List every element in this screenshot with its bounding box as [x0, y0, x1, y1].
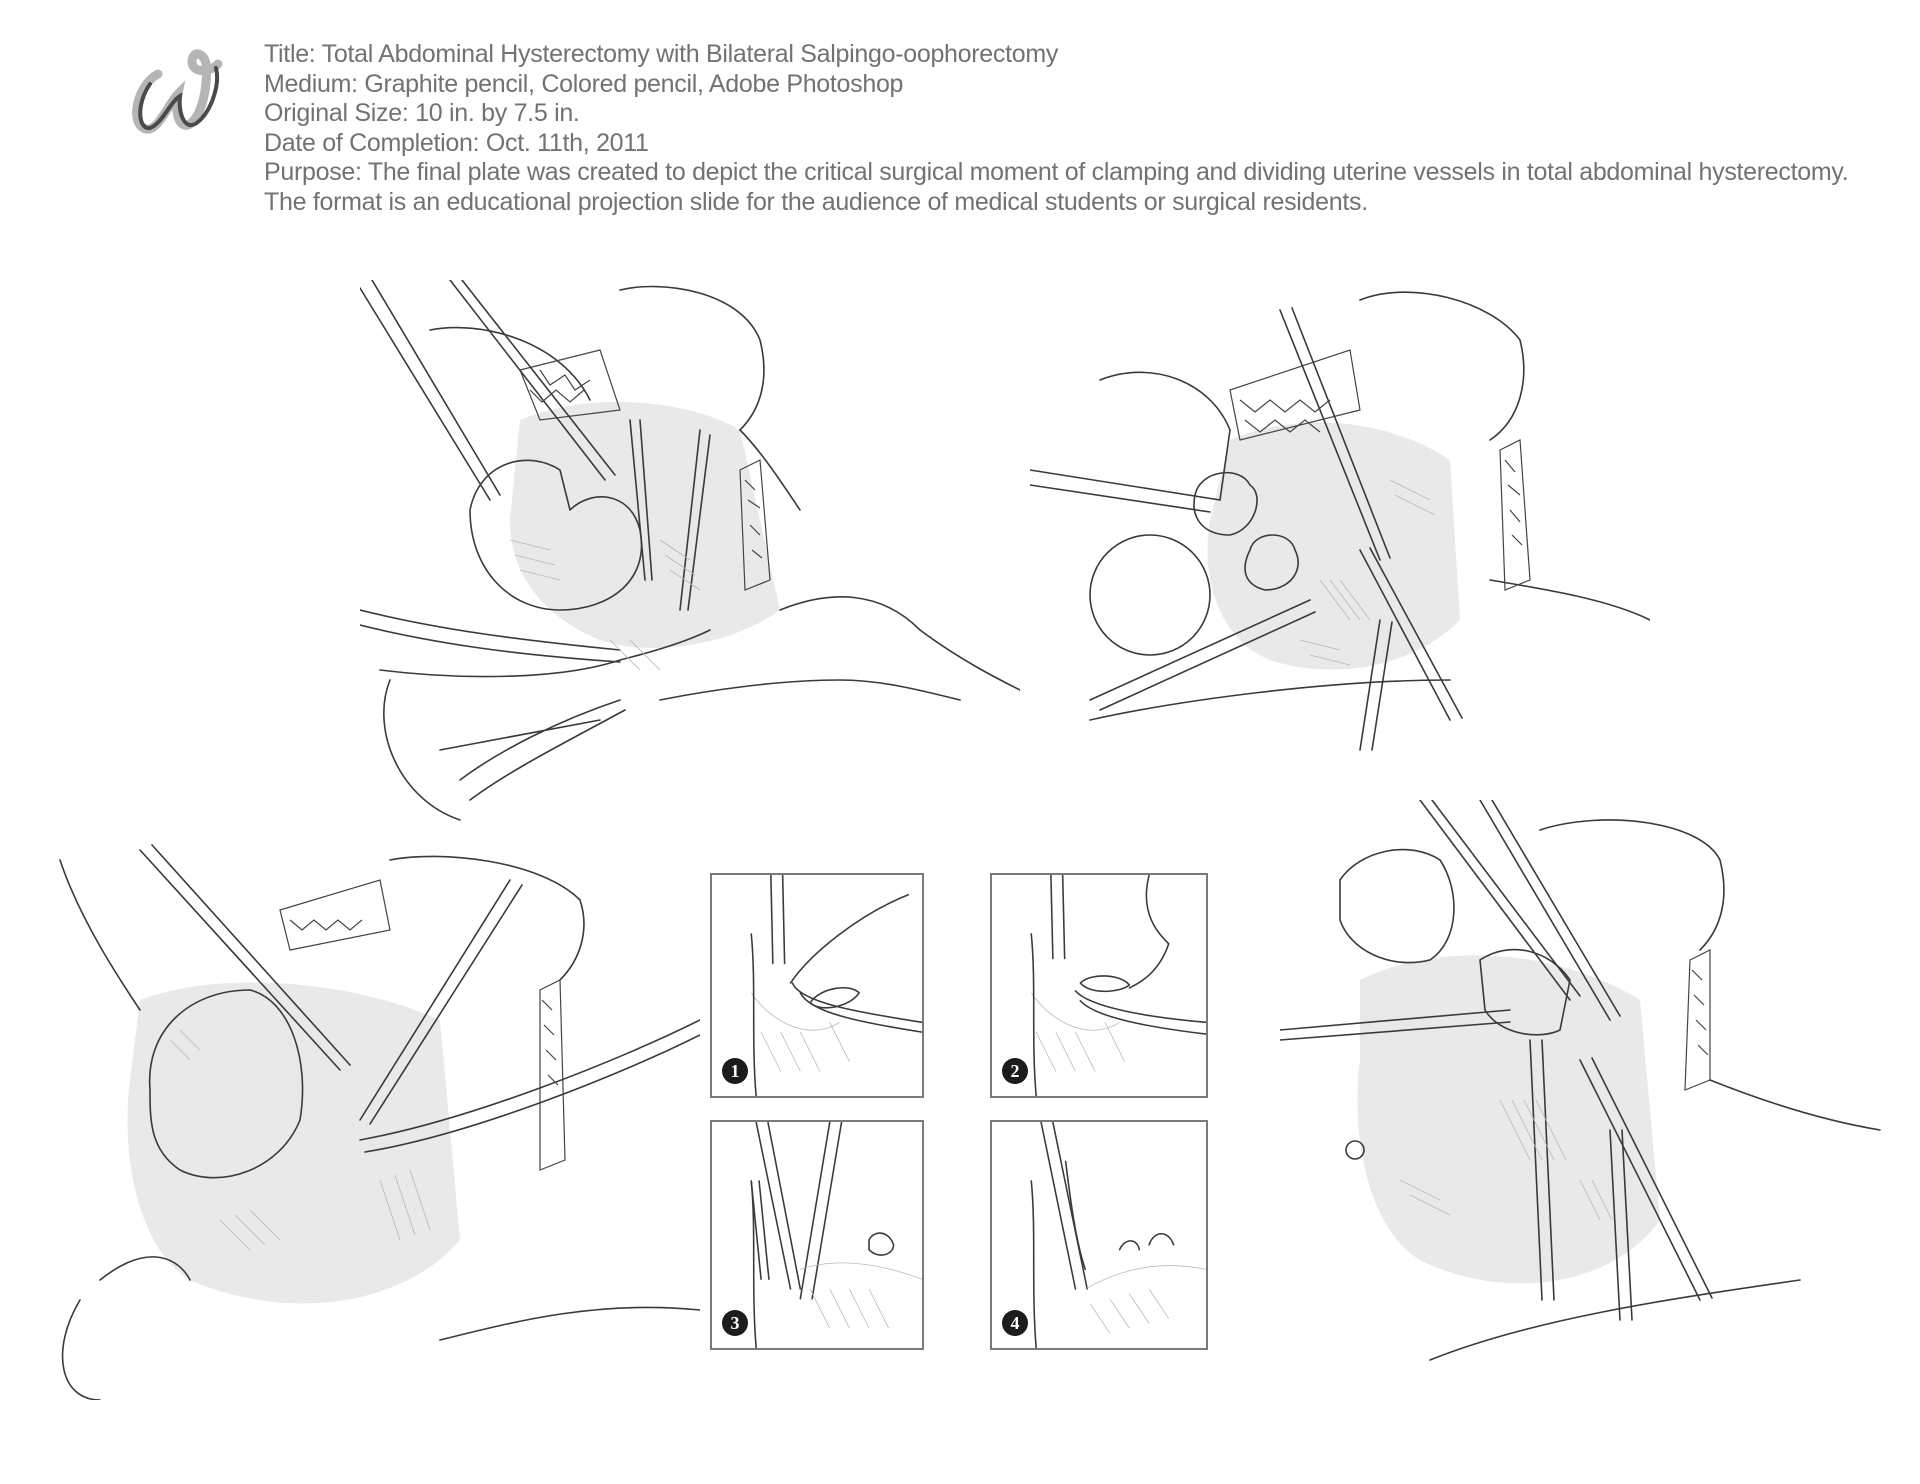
step-inset-3 [710, 1120, 924, 1350]
illustration-bottom-right [1280, 800, 1900, 1440]
illustration-top-right [1030, 280, 1650, 840]
step-number-badge: 1 [722, 1058, 748, 1084]
artwork-original-size: Original Size: 10 in. by 7.5 in. [264, 99, 580, 127]
illustration-top-left [360, 280, 1020, 840]
artwork-title: Title: Total Abdominal Hysterectomy with Bilateral Salpingo-oophorectomy [264, 40, 1059, 68]
step-number-badge: 2 [1002, 1058, 1028, 1084]
step-number-badge: 3 [722, 1310, 748, 1336]
ribbon-monogram-logo [128, 44, 238, 134]
step-inset-4 [990, 1120, 1208, 1350]
step-inset-2 [990, 873, 1208, 1098]
ribbon-monogram-w-icon [128, 44, 238, 134]
step-number-badge: 4 [1002, 1310, 1028, 1336]
artwork-metadata [264, 40, 1884, 217]
step-inset-1 [710, 873, 924, 1098]
artwork-medium: Medium: Graphite pencil, Colored pencil, Adobe Photoshop [264, 69, 904, 98]
artwork-purpose: Purpose: The final plate was created to depict the critical surgical moment of clamping and dividing uterine vessels in total abdominal hysterectomy. The format is an educational projection slide for the audience of medical students or surgical residents. [264, 158, 1849, 216]
illustration-bottom-left [20, 840, 700, 1400]
artwork-date: Date of Completion: Oct. 11th, 2011 [264, 128, 649, 157]
